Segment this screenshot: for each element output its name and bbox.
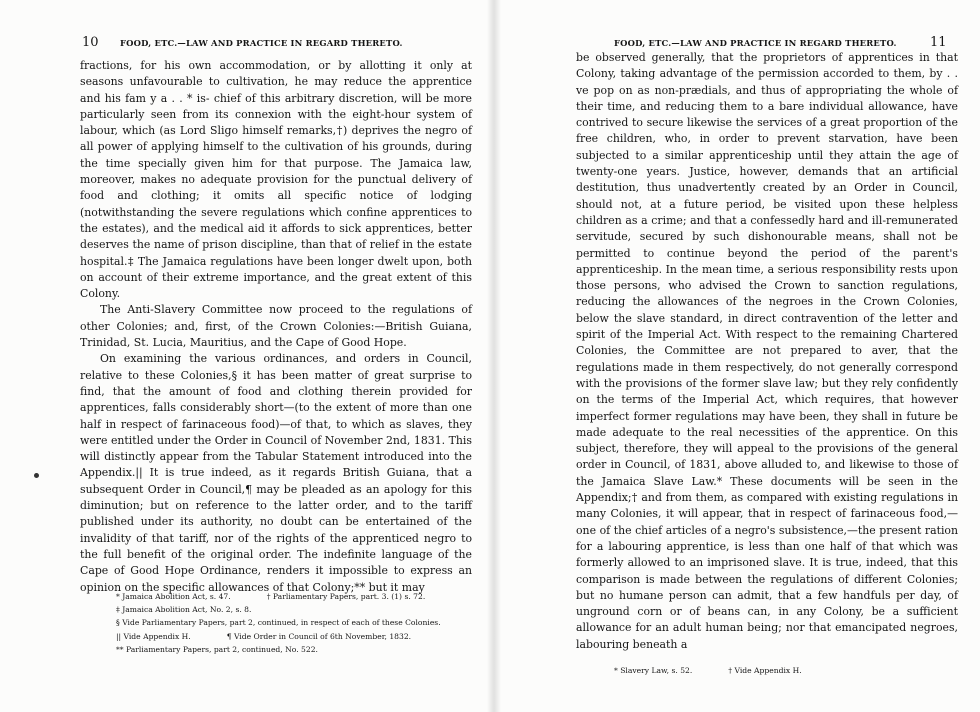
footnote: || Vide Appendix H.	[116, 631, 191, 641]
body-text-left	[80, 58, 472, 596]
ink-spot	[34, 473, 39, 478]
footnote-row	[116, 630, 472, 643]
footnotes-left	[116, 590, 472, 656]
right-page	[492, 0, 980, 712]
footnote-row	[614, 664, 958, 677]
footnote: † Parliamentary Papers, part. 3. (1) s. 72.	[266, 592, 426, 601]
running-head-right: FOOD, ETC.—LAW AND PRACTICE IN REGARD THERETO.	[614, 38, 897, 48]
paragraph: The Anti-Slavery Committee now proceed to the regulations of other Colonies; and, first, of the Crown Colonies:—British Guiana, Trinidad, St. Lucia, Mauritius, and the Cape of Good Hope.	[80, 303, 472, 350]
footnote: * Jamaica Abolition Act, s. 47.	[116, 592, 231, 601]
page-number-left: 10	[82, 35, 99, 50]
footnote: ** Parliamentary Papers, part 2, continued, No. 522.	[116, 644, 318, 654]
running-head-left: FOOD, ETC.—LAW AND PRACTICE IN REGARD THERETO.	[120, 38, 403, 48]
body-text-right	[576, 50, 958, 653]
footnote: † Vide Appendix H.	[728, 666, 802, 675]
footnote-row	[116, 590, 472, 603]
footnote: § Vide Parliamentary Papers, part 2, continued, in respect of each of these Colonies.	[116, 618, 441, 628]
footnote: * Slavery Law, s. 52.	[614, 666, 693, 675]
footnote: ¶ Vide Order in Council of 6th November, 1832.	[226, 631, 412, 641]
paragraph: be observed generally, that the proprietors of apprentices in that Colony, taking advantage of the permission accorded to them, by . . ve pop on as non-prædials, and thus of appropriating the whole of their time, and reducing them to a bare individual allowance, have contrived to secure likewise the services of a great proportion of the free children, who, in order to prevent starvation, have been subjected to a similar apprenticeship until they attain the age of twenty-one years. Justice, however, demands that an artificial destitution, thus unadvertently created by an Order in Council, should not, at a future period, be visited upon these helpless children as a crime; and that a confessedly hard and ill-remunerated servitude, secured by such dishonourable means, shall not be permitted to continue beyond the period of the parent's apprenticeship. In the mean time, a serious responsibility rests upon those persons, who advised the Crown to sanction regulations, reducing the allowances of the negroes in the Crown Colonies, below the slave standard, in direct contravention of the letter and spirit of the Imperial Act. With respect to the remaining Chartered Colonies, the Committee are not prepared to aver, that the regulations made in them respectively, do not generally correspond with the provisions of the former slave law; but they rely confidently on the terms of the Imperial Act, which requires, that however imperfect former regulations may have been, they shall in future be made adequate to the real necessities of the apprentice. On this subject, therefore, they will appeal to the provisions of the general order in Council, of 1831, above alluded to, and likewise to those of the Jamaica Slave Law.* These documents will be seen in the Appendix;† and from them, as compared with existing regulations in many Colonies, it will appear, that in respect of farinaceous food,—one of the chief articles of a negro's subsistence,—the present ration for a labouring apprentice, is less than one half of that which was formerly allowed to an imprisoned slave. It is true, indeed, that this comparison is made between the regulations of different Colonies; but no humane person can admit, that a few handfuls per day, of unground corn or of beans can, in any Colony, be a sufficient allowance for an adult human being; nor that emancipated negroes, labouring beneath a	[576, 51, 958, 651]
footnotes-right	[614, 664, 958, 677]
paragraph: fractions, for his own accommodation, or by allotting it only at seasons unfavourable to cultivation, he may reduce the apprentice and his fam y a . . * is- chief of this arbitrary discretion, will be more particularly seen from its connexion with the eight-hour system of labour, which (as Lord Sligo himself remarks,†) deprives the negro of all power of applying himself to the cultivation of his grounds, during the time specially given him for that purpose. The Jamaica law, moreover, makes no adequate provision for the punctual delivery of food and clothing; it omits all specific notice of lodging (notwithstanding the severe regulations which confine apprentices to the estates), and the medical aid it affords to sick apprentices, better deserves the name of prison discipline, than that of relief in the estate hospital.‡ The Jamaica regulations have been longer dwelt upon, both on account of their extreme importance, and the great extent of this Colony.	[80, 59, 472, 301]
page-number-right: 11	[930, 35, 947, 50]
footnote: ‡ Jamaica Abolition Act, No. 2, s. 8.	[116, 605, 252, 615]
paragraph: On examining the various ordinances, and orders in Council, relative to these Colonies,§ it has been matter of great surprise to find, that the amount of food and clothing therein provided for apprentices, falls considerably short—(to the extent of more than one half in respect of farinaceous food)—of that, to which as slaves, they were entitled under the Order in Council of November 2nd, 1831. This will distinctly appear from the Tabular Statement introduced into the Appendix.|| It is true indeed, as it regards British Guiana, that a subsequent Order in Council,¶ may be pleaded as an apology for this diminution; but on reference to the latter order, and to the tariff published under its authority, no doubt can be entertained of the invalidity of that tariff, nor of the rights of the apprenticed negro to the full benefit of the original order. The indefinite language of the Cape of Good Hope Ordinance, renders it impossible to express an opinion on the specific allowances of that Colony;** but it may	[80, 352, 472, 594]
